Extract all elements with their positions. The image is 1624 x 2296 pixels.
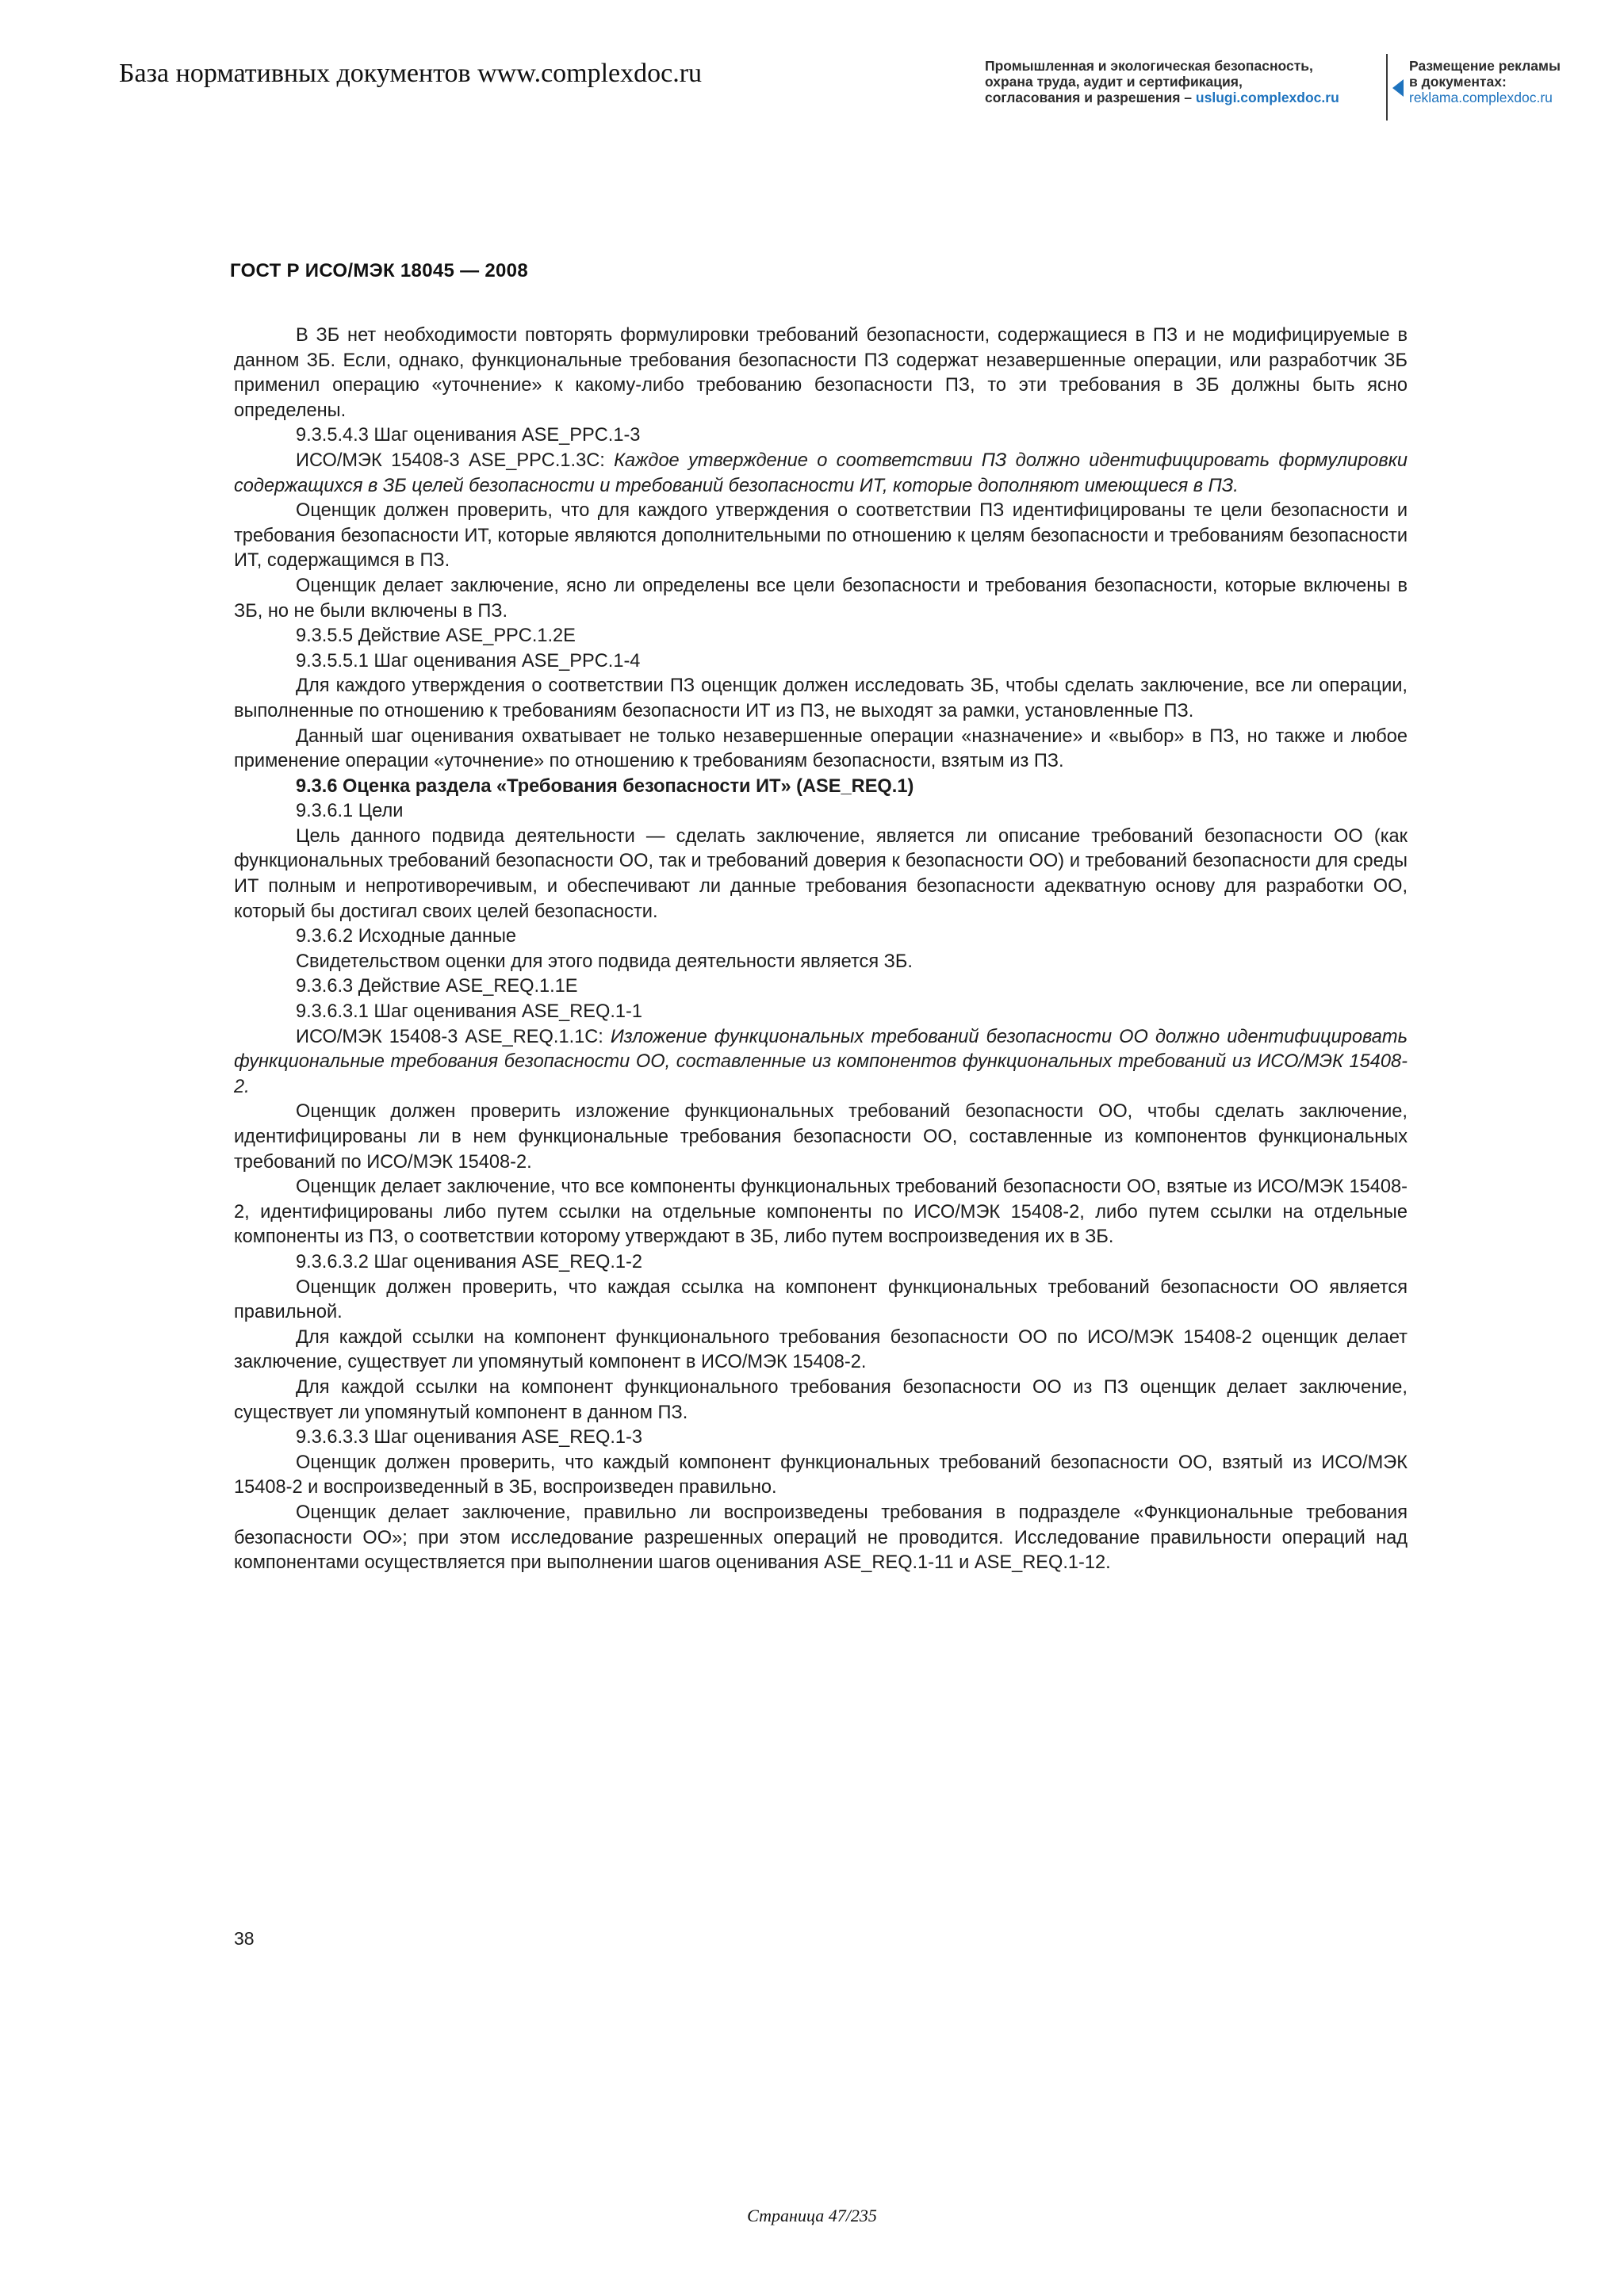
document-body xyxy=(234,323,1408,1576)
paragraph-italic: Каждое утверждение о соответствии ПЗ должно идентифицировать формулировки содержащихся в ЗБ целей безопасности и требований безопасности ИТ, которые дополняют имеющиеся в ПЗ. xyxy=(234,450,1408,496)
paragraph: Оценщик должен проверить, что каждая ссылка на компонент функциональных требований безопасности ОО является правильной. xyxy=(234,1276,1408,1323)
site-header xyxy=(0,0,1624,159)
paragraph: Данный шаг оценивания охватывает не только незавершенные операции «назначение» и «выбор» в ПЗ, но также и любое применение операции «уточнение» по отношению к требованиям безопасности, взятым из ПЗ. xyxy=(234,725,1408,772)
services-line: охрана труда, аудит и сертификация, xyxy=(985,74,1243,90)
paragraph-lead: ИСО/МЭК 15408-3 ASE_REQ.1.1C: xyxy=(296,1026,611,1047)
paragraph: 9.3.5.5 Действие ASE_PPC.1.2E xyxy=(296,626,576,647)
paragraph: Оценщик делает заключение, правильно ли воспроизведены требования в подразделе «Функциональные требования безопасности ОО»; при этом исследование разрешенных операций не проводится. Исследование правильности операций над компонентами осуществляется при выполнении шагов оценивания ASE_REQ.1-11 и ASE_REQ.1-12. xyxy=(234,1502,1408,1574)
document-code: ГОСТ Р ИСО/МЭК 18045 — 2008 xyxy=(230,260,528,281)
paragraph: 9.3.6.3.1 Шаг оценивания ASE_REQ.1-1 xyxy=(296,1001,643,1023)
paragraph: В ЗБ нет необходимости повторять формулировки требований безопасности, содержащиеся в ПЗ и не модифицируемые в данном ЗБ. Если, однако, функциональные требования безопасности ПЗ содержат незавершенные операции, или разработчик ЗБ применил операцию «уточнение» к какому-либо требованию безопасности ПЗ, то эти требования в ЗБ должны быть ясно определены. xyxy=(234,325,1408,421)
paragraph: 9.3.6.3 Действие ASE_REQ.1.1E xyxy=(296,976,578,997)
paragraph xyxy=(234,1025,1408,1100)
services-block xyxy=(985,58,1381,105)
paragraph: Цель данного подвида деятельности — сделать заключение, является ли описание требований безопасности ОО (как функциональных требований безопасности ОО, так и требований доверия к безопасности ОО) и требований безопасности для среды ИТ полным и непротиворечивым, и обеспечивают ли данные требования безопасности адекватную основу для разработки ОО, который бы достигал своих целей безопасности. xyxy=(234,825,1408,922)
paragraph: 9.3.5.4.3 Шаг оценивания ASE_PPC.1-3 xyxy=(296,425,641,446)
ads-line: Размещение рекламы xyxy=(1409,58,1561,74)
paragraph: Для каждой ссылки на компонент функционального требования безопасности ОО по ИСО/МЭК 15408-2 оценщик делает заключение, существует ли упомянутый компонент в ИСО/МЭК 15408-2. xyxy=(234,1326,1408,1373)
page-number: 38 xyxy=(234,1928,255,1949)
paragraph: 9.3.5.5.1 Шаг оценивания ASE_PPC.1-4 xyxy=(296,650,641,672)
paragraph: Для каждого утверждения о соответствии ПЗ оценщик должен исследовать ЗБ, чтобы сделать заключение, все ли операции, выполненные по отношению к требованиям безопасности ИТ из ПЗ, не выходят за рамки, установленные ПЗ. xyxy=(234,675,1408,721)
site-title: База нормативных документов www.complexdoc.ru xyxy=(119,59,703,88)
triangle-left-icon xyxy=(1392,79,1404,97)
paragraph: Оценщик делает заключение, что все компоненты функциональных требований безопасности ОО, взятые из ИСО/МЭК 15408-2, идентифицированы либо путем ссылки на отдельные компоненты по ИСО/МЭК 15408-2, либо путем ссылки на отдельные компоненты из ПЗ, о соответствии которому утверждают в ЗБ, либо путем воспроизведения их в ЗБ. xyxy=(234,1177,1408,1248)
services-line: Промышленная и экологическая безопасность, xyxy=(985,58,1313,74)
section-heading: 9.3.6 Оценка раздела «Требования безопасности ИТ» (ASE_REQ.1) xyxy=(296,775,914,797)
header-divider xyxy=(1386,54,1388,121)
ads-line: в документах: xyxy=(1409,74,1507,90)
paragraph: Для каждой ссылки на компонент функционального требования безопасности ОО из ПЗ оценщик делает заключение, существует ли упомянутый компонент в данном ПЗ. xyxy=(234,1376,1408,1423)
paragraph: 9.3.6.3.2 Шаг оценивания ASE_REQ.1-2 xyxy=(296,1251,643,1272)
paragraph: 9.3.6.1 Цели xyxy=(296,801,404,822)
page-footer: Страница 47/235 xyxy=(747,2206,877,2225)
paragraph: Оценщик должен проверить, что для каждого утверждения о соответствии ПЗ идентифицированы те цели безопасности и требования безопасности ИТ, которые являются дополнительными по отношению к целям безопасности и требованиям безопасности ИТ, содержащимся в ПЗ. xyxy=(234,500,1408,572)
paragraph xyxy=(234,449,1408,499)
ads-block xyxy=(1409,58,1599,105)
paragraph: Оценщик делает заключение, ясно ли определены все цели безопасности и требования безопасности, которые включены в ЗБ, но не были включены в ПЗ. xyxy=(234,575,1408,622)
services-line xyxy=(985,90,1381,105)
paragraph: 9.3.6.2 Исходные данные xyxy=(296,926,517,947)
ads-link[interactable]: reklama.complexdoc.ru xyxy=(1409,90,1553,105)
paragraph: Свидетельством оценки для этого подвида деятельности является ЗБ. xyxy=(296,951,913,972)
services-text: согласования и разрешения – xyxy=(985,90,1196,105)
paragraph-lead: ИСО/МЭК 15408-3 ASE_PPC.1.3C: xyxy=(296,450,615,471)
paragraph-italic: Изложение функциональных требований безопасности ОО должно идентифицировать функциональные требования безопасности ОО, составленные из компонентов функциональных требований из ИСО/МЭК 15408-2. xyxy=(234,1026,1408,1097)
paragraph: 9.3.6.3.3 Шаг оценивания ASE_REQ.1-3 xyxy=(296,1427,643,1448)
paragraph: Оценщик должен проверить изложение функциональных требований безопасности ОО, чтобы сделать заключение, идентифицированы ли в нем функциональные требования безопасности ОО, составленные из компонентов функциональных требований по ИСО/МЭК 15408-2. xyxy=(234,1101,1408,1173)
paragraph: Оценщик должен проверить, что каждый компонент функциональных требований безопасности ОО, взятый из ИСО/МЭК 15408-2 и воспроизведенный в ЗБ, воспроизведен правильно. xyxy=(234,1452,1408,1498)
services-link[interactable]: uslugi.complexdoc.ru xyxy=(1195,90,1339,105)
